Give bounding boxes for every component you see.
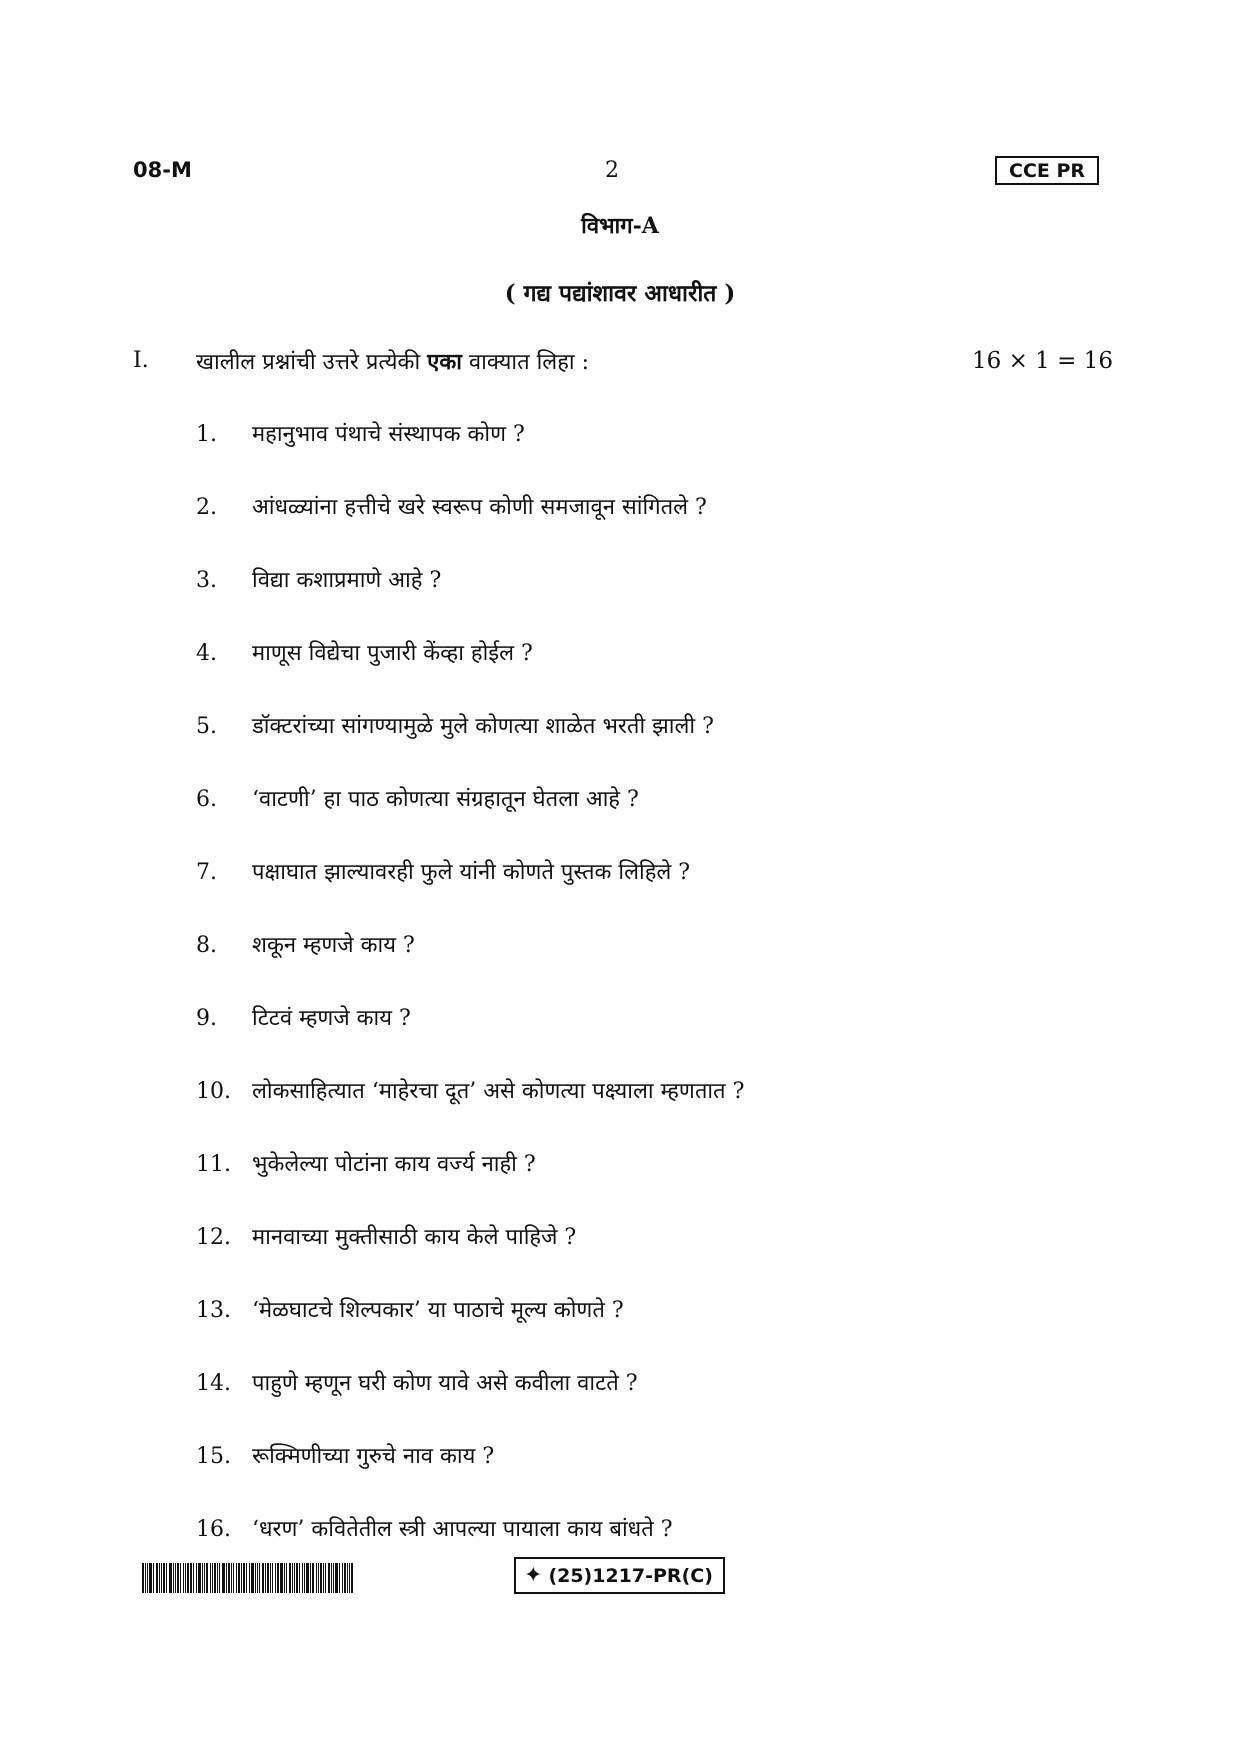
barcode-bar bbox=[193, 1563, 194, 1593]
barcode-bar bbox=[333, 1563, 334, 1593]
barcode-bar bbox=[166, 1563, 167, 1593]
barcode-bar bbox=[325, 1563, 326, 1593]
barcode-bar bbox=[156, 1563, 158, 1593]
question-text: शकून म्हणजे काय ? bbox=[252, 933, 415, 958]
barcode-bar bbox=[284, 1563, 285, 1593]
question-item bbox=[196, 1148, 536, 1178]
barcode-bar bbox=[251, 1563, 254, 1593]
question-text: ‘धरण’ कवितेतील स्त्री आपल्या पायाला काय बांधते ? bbox=[252, 1517, 673, 1542]
question-text: आंधळ्यांना हत्तीचे खरे स्वरूप कोणी समजावून सांगितले ? bbox=[252, 495, 707, 520]
barcode-bar bbox=[202, 1563, 203, 1593]
barcode-bar bbox=[147, 1563, 148, 1593]
barcode-bar bbox=[228, 1563, 230, 1593]
paper-code-header: 08-M bbox=[133, 158, 192, 182]
barcode-bar bbox=[196, 1563, 197, 1593]
question-number: 13. bbox=[196, 1298, 231, 1323]
barcode-bar bbox=[344, 1563, 346, 1593]
barcode-bar bbox=[190, 1563, 192, 1593]
question-text: पाहुणे म्हणून घरी कोण यावे असे कवीला वाटते ? bbox=[252, 1371, 638, 1396]
question-item bbox=[196, 856, 690, 886]
barcode-bar bbox=[246, 1563, 247, 1593]
barcode-bar bbox=[238, 1563, 240, 1593]
question-number: 5. bbox=[196, 714, 217, 739]
instruction-text-after: वाक्यात लिहा : bbox=[461, 350, 590, 375]
section-subtitle: ( गद्य पद्यांशावर आधारीत ) bbox=[504, 280, 736, 307]
barcode-bar bbox=[304, 1563, 305, 1593]
question-number: 7. bbox=[196, 860, 217, 885]
barcode-bar bbox=[310, 1563, 311, 1593]
instruction-text bbox=[196, 346, 589, 376]
cce-pr-badge: CCE PR bbox=[995, 156, 1099, 185]
question-text: रूक्मिणीच्या गुरुचे नाव काय ? bbox=[252, 1444, 495, 1469]
question-item bbox=[196, 1002, 411, 1032]
question-text: माणूस विद्येचा पुजारी केंव्हा होईल ? bbox=[252, 641, 533, 666]
barcode-bar bbox=[296, 1563, 298, 1593]
barcode-bar bbox=[212, 1563, 213, 1593]
barcode-bar bbox=[286, 1563, 287, 1593]
barcode-bar bbox=[183, 1563, 184, 1593]
question-text: टिटवं म्हणजे काय ? bbox=[252, 1006, 411, 1031]
barcode-bar bbox=[323, 1563, 324, 1593]
barcode-bar bbox=[241, 1563, 242, 1593]
barcode-bar bbox=[222, 1563, 225, 1593]
question-item bbox=[196, 1367, 638, 1397]
paper-code-text: (25)1217-PR(C) bbox=[548, 1565, 713, 1587]
question-number: 6. bbox=[196, 787, 217, 812]
question-text: लोकसाहित्यात ‘माहेरचा दूत’ असे कोणत्या पक्ष्याला म्हणतात ? bbox=[252, 1079, 745, 1104]
barcode-bar bbox=[255, 1563, 256, 1593]
question-number: 10. bbox=[196, 1079, 231, 1104]
question-number: 2. bbox=[196, 495, 217, 520]
barcode-bar bbox=[342, 1563, 343, 1593]
barcode-bar bbox=[259, 1563, 260, 1593]
barcode-bar bbox=[236, 1563, 237, 1593]
barcode-bar bbox=[331, 1563, 332, 1593]
instruction-number: I. bbox=[133, 348, 149, 373]
question-item bbox=[196, 491, 707, 521]
page-number: 2 bbox=[605, 158, 619, 183]
four-point-star-icon: ✦ bbox=[524, 1563, 543, 1588]
instruction-text-before: खालील प्रश्नांची उत्तरे प्रत्येकी bbox=[196, 350, 428, 375]
question-number: 8. bbox=[196, 933, 217, 958]
barcode-bar bbox=[272, 1563, 273, 1593]
instruction-text-bold: एका bbox=[427, 349, 462, 375]
question-item bbox=[196, 1294, 624, 1324]
barcode-bar bbox=[316, 1563, 317, 1593]
question-text: डॉक्टरांच्या सांगण्यामुळे मुले कोणत्या शाळेत भरती झाली ? bbox=[252, 714, 714, 739]
barcode-bar bbox=[267, 1563, 269, 1593]
barcode-bar bbox=[210, 1563, 211, 1593]
marks-allocation: 16 × 1 = 16 bbox=[972, 348, 1113, 374]
question-text: महानुभाव पंथाचे संस्थापक कोण ? bbox=[252, 422, 525, 447]
question-item bbox=[196, 418, 525, 448]
barcode-bar bbox=[299, 1563, 300, 1593]
barcode-bar bbox=[257, 1563, 258, 1593]
barcode-bar bbox=[169, 1563, 172, 1593]
barcode-bar bbox=[175, 1563, 176, 1593]
barcode-bar bbox=[163, 1563, 165, 1593]
question-number: 11. bbox=[196, 1152, 231, 1177]
barcode-bar bbox=[173, 1563, 174, 1593]
barcode-bar bbox=[289, 1563, 291, 1593]
barcode-bar bbox=[159, 1563, 160, 1593]
barcode-bar bbox=[302, 1563, 303, 1593]
barcode-bar bbox=[262, 1563, 264, 1593]
question-number: 4. bbox=[196, 641, 217, 666]
question-text: पक्षाघात झाल्यावरही फुले यांनी कोणते पुस्तक लिहिले ? bbox=[252, 860, 691, 885]
question-number: 1. bbox=[196, 422, 217, 447]
barcode-bar bbox=[198, 1563, 201, 1593]
question-item bbox=[196, 1513, 673, 1543]
barcode-bar bbox=[349, 1563, 350, 1593]
question-text: विद्या कशाप्रमाणे आहे ? bbox=[252, 568, 442, 593]
barcode-bar bbox=[187, 1563, 189, 1593]
question-item bbox=[196, 1075, 744, 1105]
barcode-bar bbox=[339, 1563, 340, 1593]
barcode-bar bbox=[214, 1563, 216, 1593]
barcode-bar bbox=[180, 1563, 181, 1593]
barcode-bar bbox=[277, 1563, 279, 1593]
barcode-bar bbox=[217, 1563, 218, 1593]
question-item bbox=[196, 1440, 494, 1470]
question-number: 12. bbox=[196, 1225, 231, 1250]
barcode-bar bbox=[306, 1563, 309, 1593]
barcode-bar bbox=[249, 1563, 250, 1593]
barcode-bar bbox=[347, 1563, 348, 1593]
question-item bbox=[196, 564, 441, 594]
question-text: ‘मेळघाटचे शिल्पकार’ या पाठाचे मूल्य कोणते ? bbox=[252, 1298, 624, 1323]
barcode-bar bbox=[145, 1563, 146, 1593]
barcode-bar bbox=[270, 1563, 271, 1593]
barcode-bar bbox=[185, 1563, 186, 1593]
barcode-bar bbox=[231, 1563, 232, 1593]
section-title: विभाग-A bbox=[581, 213, 659, 239]
barcode-bar bbox=[328, 1563, 330, 1593]
barcode-bar bbox=[318, 1563, 319, 1593]
barcode-bar bbox=[149, 1563, 152, 1593]
barcode-bar bbox=[312, 1563, 314, 1593]
barcode-bar bbox=[243, 1563, 245, 1593]
barcode bbox=[142, 1563, 366, 1593]
question-item bbox=[196, 637, 533, 667]
barcode-bar bbox=[153, 1563, 154, 1593]
barcode-bar bbox=[233, 1563, 234, 1593]
barcode-bar bbox=[351, 1563, 353, 1593]
question-text: मानवाच्या मुक्तीसाठी काय केले पाहिजे ? bbox=[252, 1225, 577, 1250]
barcode-bar bbox=[206, 1563, 208, 1593]
question-text: ‘वाटणी’ हा पाठ कोणत्या संग्रहातून घेतला आहे ? bbox=[252, 787, 639, 812]
question-item bbox=[196, 929, 415, 959]
question-item bbox=[196, 710, 714, 740]
barcode-bar bbox=[204, 1563, 205, 1593]
barcode-bar bbox=[161, 1563, 162, 1593]
paper-code-footer bbox=[514, 1557, 725, 1594]
question-number: 3. bbox=[196, 568, 217, 593]
barcode-bar bbox=[265, 1563, 266, 1593]
barcode-bar bbox=[275, 1563, 276, 1593]
barcode-bar bbox=[280, 1563, 283, 1593]
barcode-bar bbox=[142, 1563, 144, 1593]
barcode-bar bbox=[320, 1563, 322, 1593]
barcode-bar bbox=[219, 1563, 220, 1593]
barcode-bar bbox=[226, 1563, 227, 1593]
question-text: भुकेलेल्या पोटांना काय वर्ज्य नाही ? bbox=[252, 1152, 536, 1177]
barcode-bar bbox=[292, 1563, 293, 1593]
barcode-bar bbox=[294, 1563, 295, 1593]
question-number: 9. bbox=[196, 1006, 217, 1031]
question-number: 16. bbox=[196, 1517, 231, 1542]
barcode-bar bbox=[177, 1563, 179, 1593]
barcode-bar bbox=[335, 1563, 338, 1593]
question-item bbox=[196, 783, 639, 813]
question-item bbox=[196, 1221, 576, 1251]
question-number: 15. bbox=[196, 1444, 231, 1469]
question-number: 14. bbox=[196, 1371, 231, 1396]
